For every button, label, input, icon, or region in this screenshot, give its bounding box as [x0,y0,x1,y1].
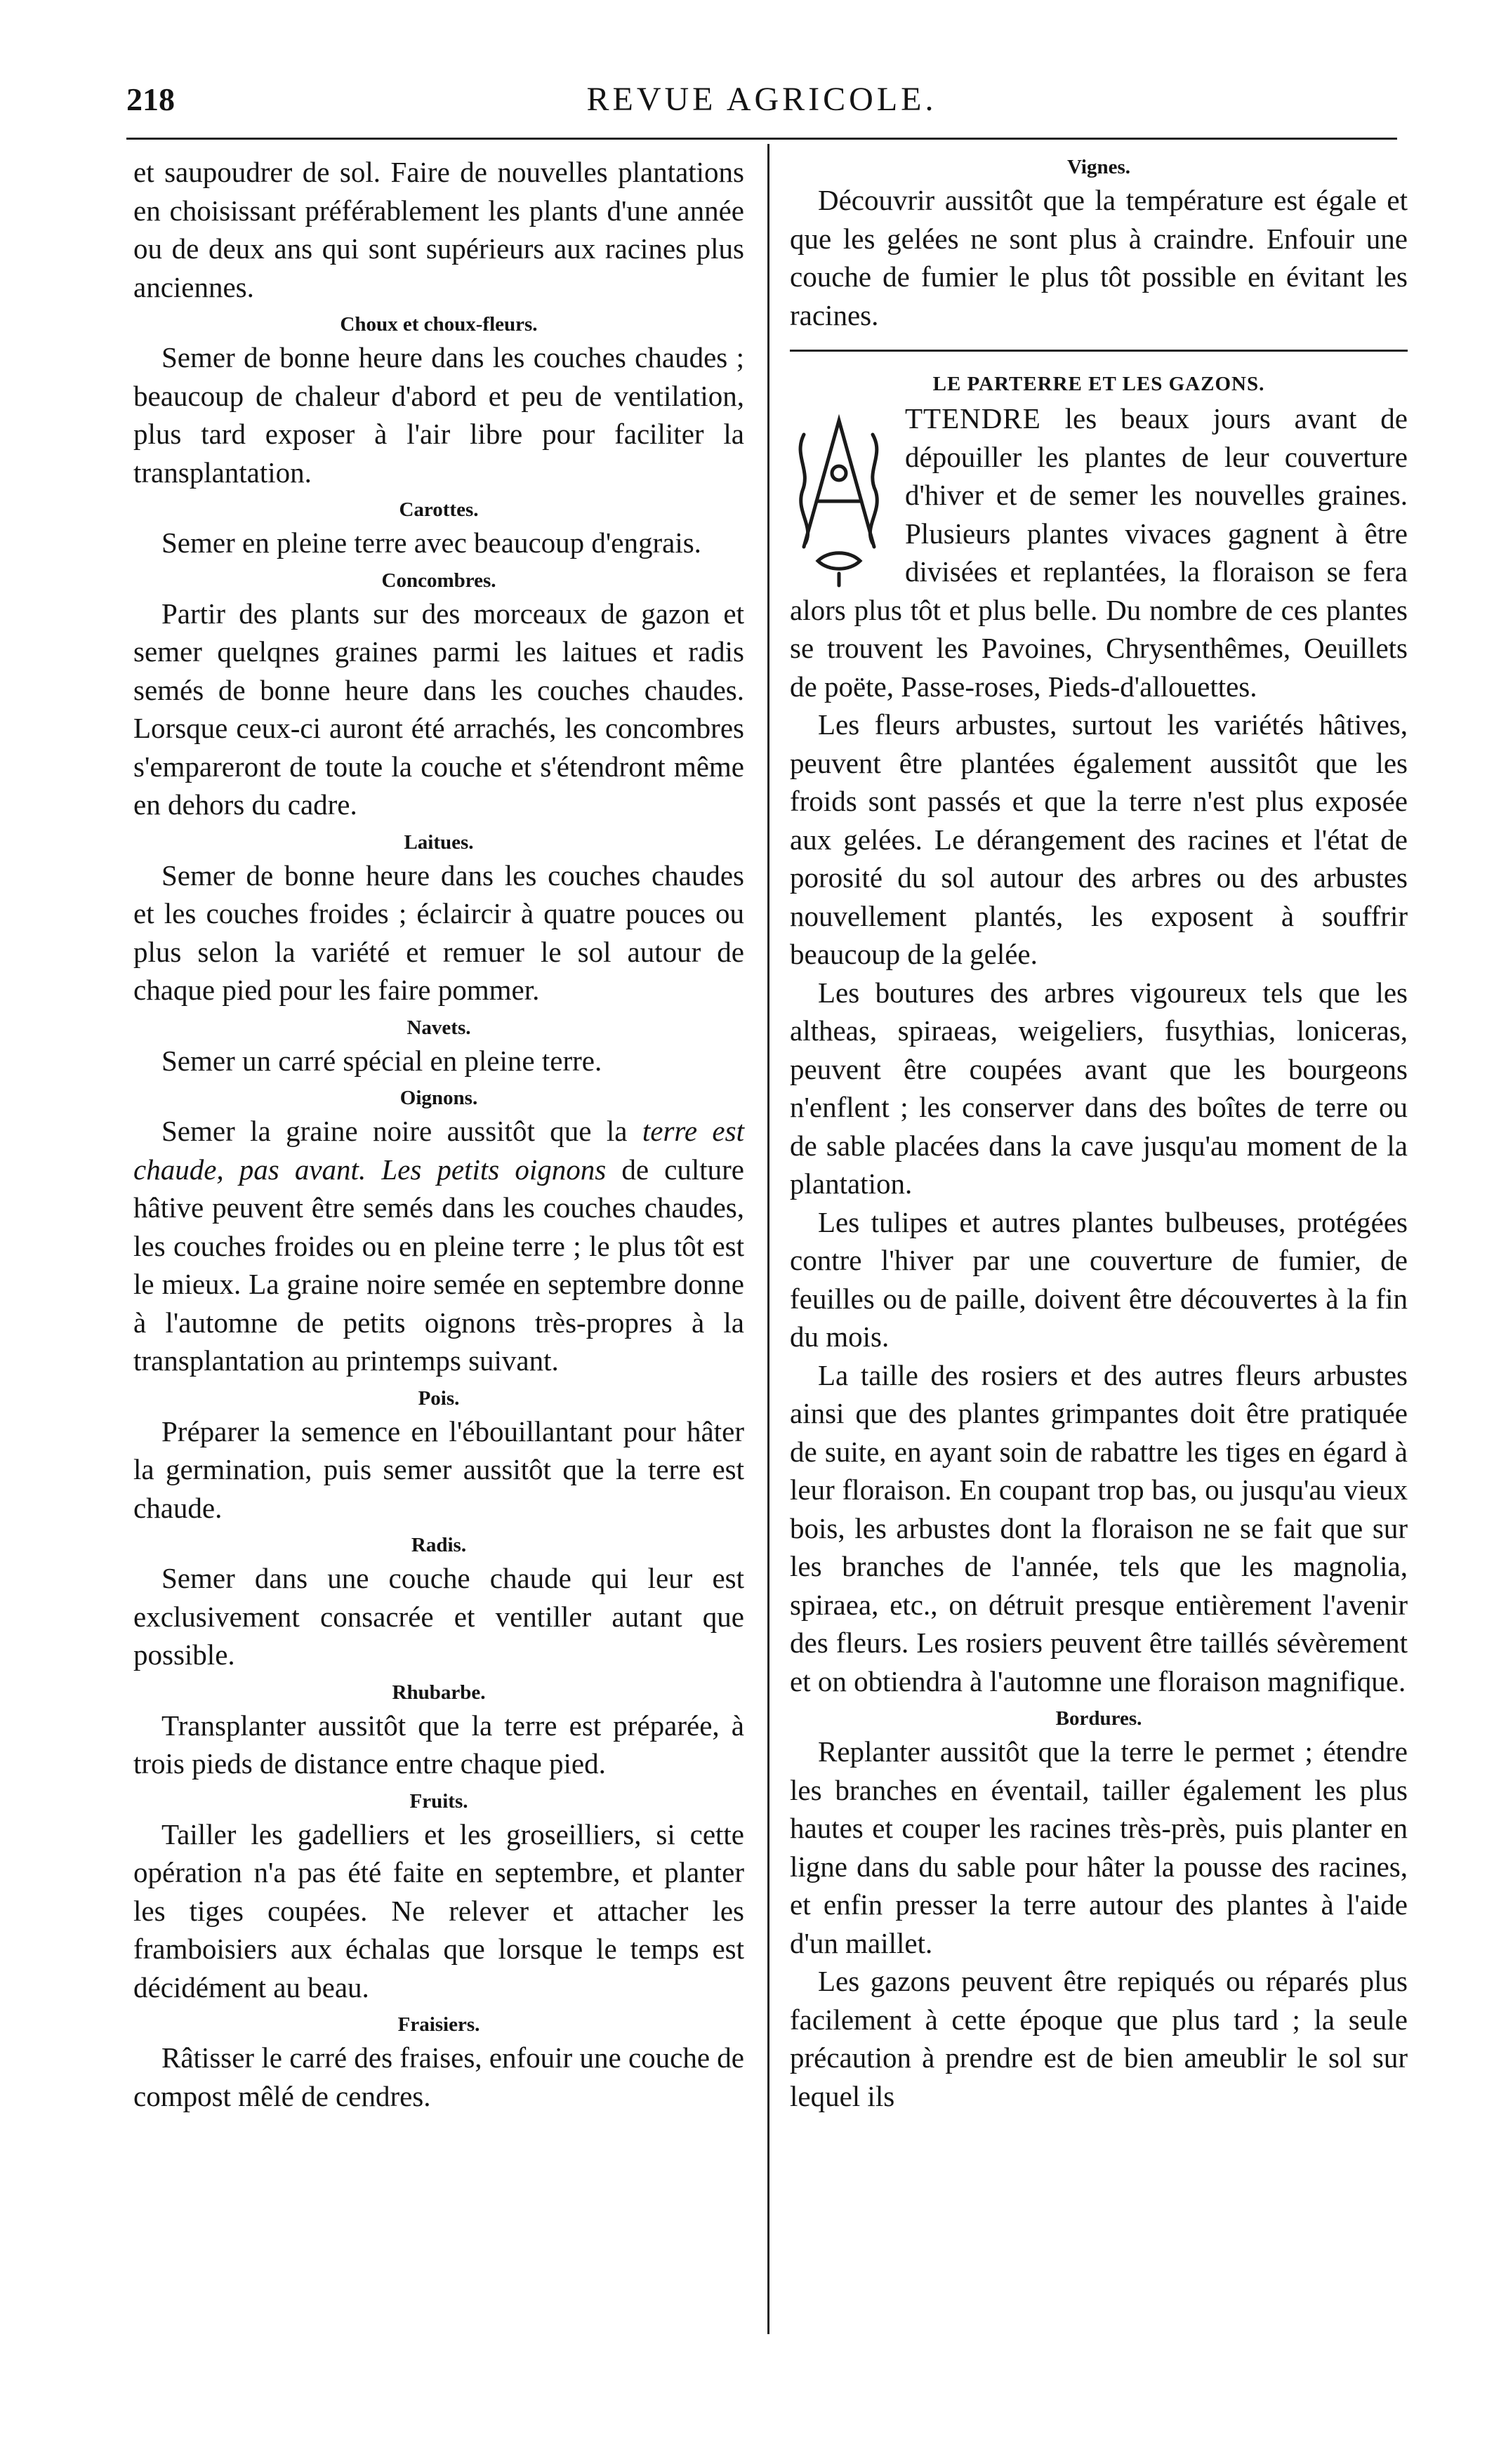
paragraph-laitues: Semer de bonne heure dans les couches chaudes et les couches froides ; éclaircir à quatre pouces ou plus selon la variété et remuer le sol autour de chaque pied pour les faire pommer. [133,859,744,1006]
paragraph-boutures: Les boutures des arbres vigoureux tels que les altheas, spiraeas, weigeliers, fusythias, loniceras, peuvent être coupées avant que les bourgeons n'enflent ; les conserver dans des boîtes de terre ou de sable placées dans la cave jusqu'au moment de la plantation. [790,976,1408,1200]
parterre-text: les beaux jours avant de dépouiller les plantes de leur couverture d'hiver et de semer les nouvelles graines. Plusieurs plantes vivaces gagnent à être divisées et replantées, la floraison se fera alors plus tôt et plus belle. Du nombre de ces plantes se trouvent les Pavoines, Chrysenthêmes, Oeuillets de poëte, Passe-roses, Pieds-d'allouettes. [790,402,1408,703]
paragraph-taille: La taille des rosiers et des autres fleurs arbustes ainsi que des plantes grimpantes doit être pratiquée de suite, en ayant soin de rabattre les tiges en égard à leur floraison. En coupant trop bas, ou jusqu'au vieux bois, les arbustes dont la floraison ne se fait que sur les branches de l'année, tels que les magnolia, spiraea, etc., on détruit presque entièrement l'avenir des fleurs. Les rosiers peuvent être taillés sévèrement et on obtiendra à l'automne une floraison magnifique. [790,1358,1408,1697]
paragraph-rhubarbe: Transplanter aussitôt que la terre est préparée, à trois pieds de distance entre chaque pied. [133,1709,744,1780]
paragraph-fruits: Tailler les gadelliers et les groseilliers, si cette opération n'a pas été faite en septembre, et planter les tiges coupées. Ne relever et attacher les framboisiers aux échalas que lorsque le temps est décidément au beau. [133,1817,744,2003]
column-rule [767,144,769,2334]
heading-concombres: Concombres. [381,569,496,592]
paragraph-arbustes: Les fleurs arbustes, surtout les variétés hâtives, peuvent être plantées également aussitôt que les froids sont passés et que la terre n'est plus exposée aux gelées. Le dérangement des racines et l'état de porosité du sol autour des arbres ou des arbustes nouvellement plantés, les exposent à souffrir beaucoup de la gelée. [790,708,1408,970]
paragraph-navets: Semer un carré spécial en pleine terre. [161,1044,602,1077]
oignons-text-a: Semer la graine noire aussitôt que la [161,1115,642,1147]
heading-rhubarbe: Rhubarbe. [392,1681,486,1704]
heading-navets: Navets. [407,1016,471,1039]
left-column [133,153,744,2115]
heading-oignons: Oignons. [399,1087,478,1109]
section-title: LE PARTERRE ET LES GAZONS. [932,373,1265,395]
oignons-text-b: de culture hâtive peuvent être semés dans les couches chaudes, les couches froides ou en pleine terre ; le plus tôt est le mieux. La graine noire semée en septembre donne à l'automne de petits oignons très-propres à la transplantation au printemps suivant. [133,1153,745,1377]
heading-vignes: Vignes. [1067,156,1130,178]
running-title: REVUE AGRICOLE. [586,81,937,118]
heading-fraisiers: Fraisiers. [397,2013,480,2036]
paragraph: et saupoudrer de sol. Faire de nouvelles plantations en choisissant préférablement les plants d'une année ou de deux ans qui sont supérieurs aux racines plus anciennes. [133,156,744,303]
paragraph-parterre [790,399,1408,706]
paragraph-carottes: Semer en pleine terre avec beaucoup d'engrais. [161,526,701,559]
header-rule [126,138,1397,140]
heading-choux: Choux et choux-fleurs. [340,313,538,336]
paragraph-choux: Semer de bonne heure dans les couches chaudes ; beaucoup de chaleur d'abord et peu de ventilation, plus tard exposer à l'air libre pour faciliter la transplantation. [133,341,744,489]
paragraph-oignons [133,1112,744,1380]
page-number: 218 [126,81,175,117]
heading-pois: Pois. [418,1386,460,1410]
heading-bordures: Bordures. [1055,1707,1142,1730]
section-rule [790,350,1408,352]
heading-fruits: Fruits. [409,1789,468,1813]
paragraph-fraisiers: Râtisser le carré des fraises, enfouir une couche de compost mêlé de cendres. [133,2041,744,2112]
parterre-first-word: TTENDRE [905,402,1041,435]
ornamental-a-dropcap-icon [790,406,888,589]
paragraph-tulipes: Les tulipes et autres plantes bulbeuses, protégées contre l'hiver par une couverture de fumier, de feuilles ou de paille, doivent être découvertes à la fin du mois. [790,1205,1408,1353]
oignons-italic-text: terre est chaude, pas avant. Les petits oignons [133,1115,744,1186]
page-header [126,79,1397,121]
paragraph-vignes: Découvrir aussitôt que la température est égale et que les gelées ne sont plus à craindre. Enfouir une couche de fumier le plus tôt possible en évitant les racines. [790,184,1408,331]
paragraph-bordures: Replanter aussitôt que la terre le permet ; étendre les branches en éventail, tailler également les plus hautes et couper les racines très-près, puis planter en ligne dans du sable pour hâter la pousse des racines, et enfin presser la terre autour des plantes à l'aide d'un maillet. [790,1735,1408,1959]
paragraph-radis: Semer dans une couche chaude qui leur est exclusivement consacrée et ventiller autant que possible. [133,1562,744,1671]
paragraph-gazons: Les gazons peuvent être repiqués ou réparés plus facilement à cette époque que plus tard ; la seule précaution à prendre est de bien ameublir le sol sur lequel ils [790,1965,1408,2112]
paragraph-pois: Préparer la semence en l'ébouillantant pour hâter la germination, puis semer aussitôt que la terre est chaude. [133,1415,744,1524]
paragraph-concombres: Partir des plants sur des morceaux de gazon et semer quelqnes graines parmi les laitues et radis semés de bonne heure dans les couches chaudes. Lorsque ceux-ci auront été arrachés, les concombres s'empareront de toute la couche et s'étendront même en dehors du cadre. [133,597,744,821]
heading-laitues: Laitues. [404,830,474,854]
heading-carottes: Carottes. [399,498,479,521]
right-column [790,153,1408,2115]
heading-radis: Radis. [411,1534,467,1556]
